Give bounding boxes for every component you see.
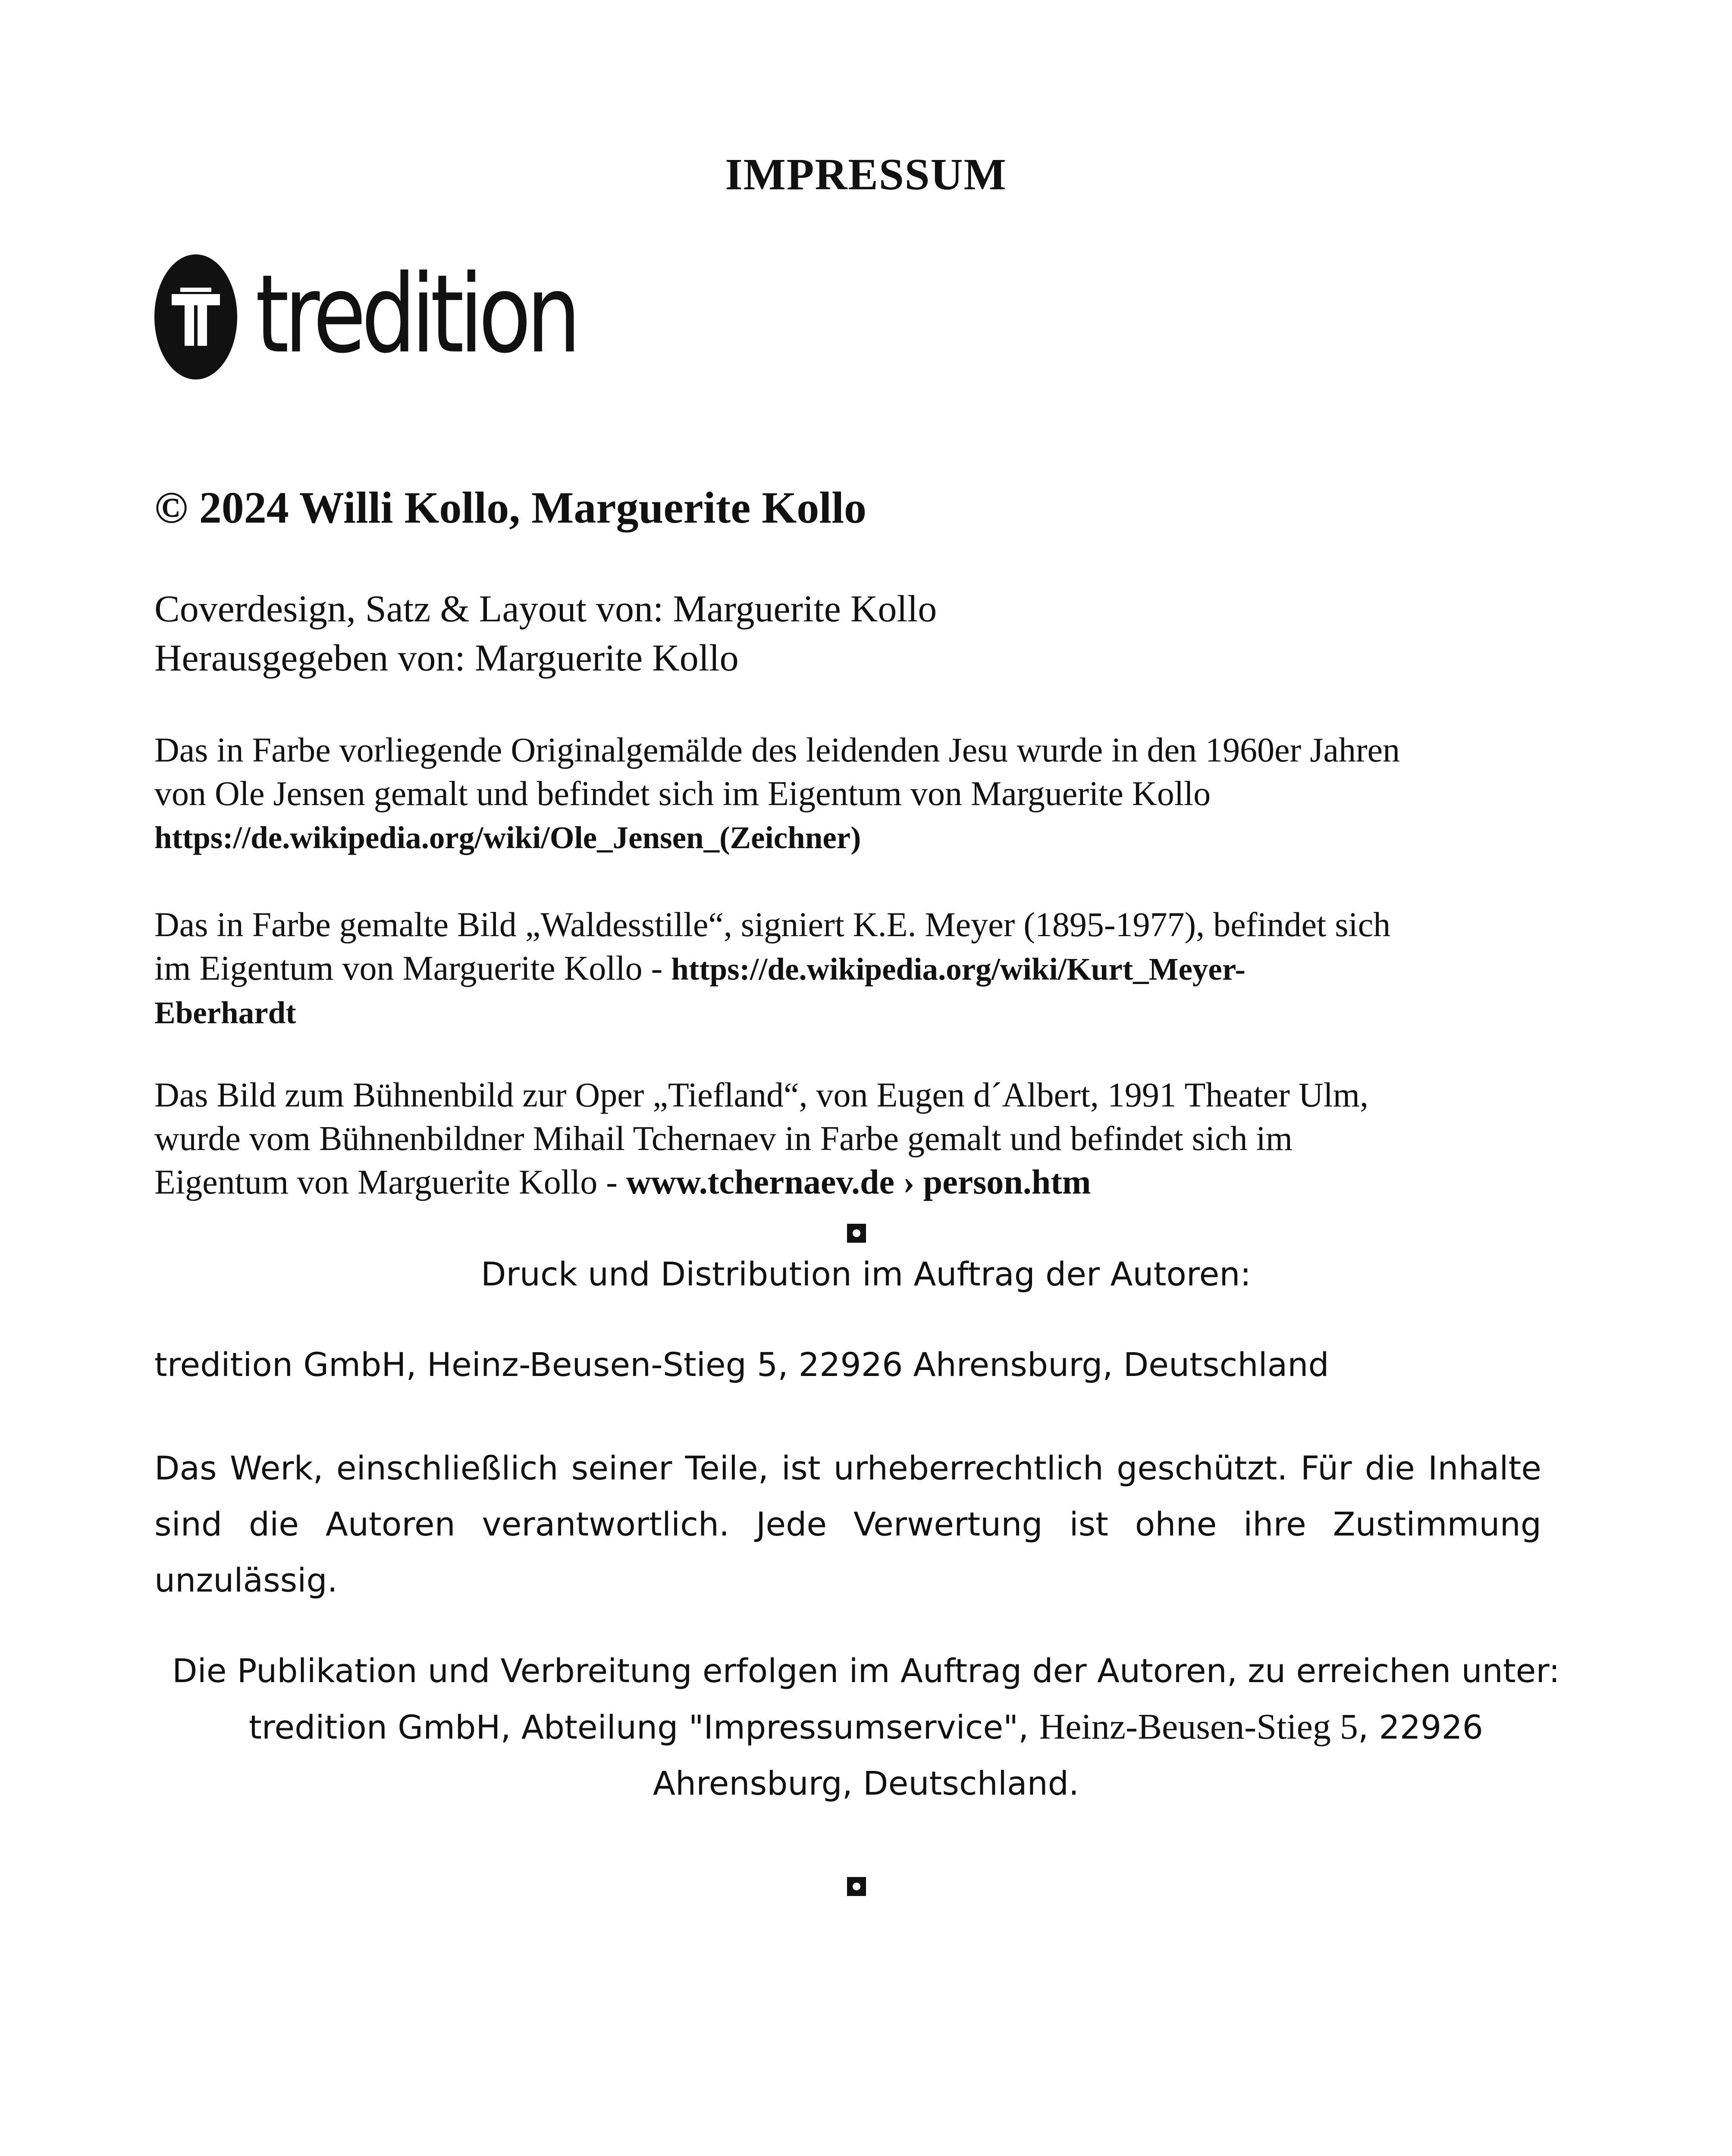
note-tiefland (154, 1074, 1578, 1204)
note-text: im Eigentum von Marguerite Kollo - (154, 950, 671, 987)
publisher-logo (154, 252, 656, 382)
rights-text: Das Werk, einschließlich seiner Teile, ist urheberrechtlich geschützt. Für die Inhalte (154, 1449, 1541, 1487)
note-text: Das Bild zum Bühnenbild zur Oper „Tiefland“, von Eugen d´Albert, 1991 Theater Ulm, (154, 1076, 1368, 1114)
rights-text: unzulässig. (154, 1561, 338, 1599)
publication-text: Ahrensburg, Deutschland. (653, 1764, 1079, 1802)
rights-text: sind die Autoren verantwortlich. Jede Verwertung ist ohne ihre Zustimmung (154, 1505, 1541, 1543)
note-text: Eigentum von Marguerite Kollo - (154, 1163, 626, 1201)
note-text: Das in Farbe gemalte Bild „Waldesstille“, signiert K.E. Meyer (1895-1977), befindet sich (154, 906, 1391, 944)
publication-text: tredition GmbH, Abteilung "Impressumservice", (248, 1708, 1039, 1746)
tchernaev-link[interactable]: www.tchernaev.de › person.htm (626, 1163, 1091, 1201)
publication-notice (0, 1643, 1732, 1811)
tredition-logo-icon (154, 254, 237, 379)
note-text: von Ole Jensen gemalt und befindet sich im Eigentum von Marguerite Kollo (154, 775, 1211, 813)
print-heading: Druck und Distribution im Auftrag der Autoren: (480, 1255, 1252, 1293)
square-dot-icon (847, 1224, 866, 1243)
page-title: IMPRESSUM (725, 150, 1007, 199)
editor-credit: Herausgegeben von: Marguerite Kollo (154, 637, 739, 679)
publication-street: Heinz-Beusen-Stieg 5 (1039, 1707, 1358, 1747)
note-jesus-painting (154, 729, 1578, 859)
copyright-line: © 2024 Willi Kollo, Marguerite Kollo (154, 483, 867, 533)
publication-text: , 22926 (1358, 1708, 1484, 1746)
wikipedia-link-kurt-meyer-cont[interactable]: Eberhardt (154, 995, 296, 1030)
wikipedia-link-kurt-meyer[interactable]: https://de.wikipedia.org/wiki/Kurt_Meyer- (671, 952, 1246, 987)
note-text: Das in Farbe vorliegende Originalgemälde des leidenden Jesu wurde in den 1960er Jahren (154, 731, 1400, 769)
publisher-address: tredition GmbH, Heinz-Beusen-Stieg 5, 22926 Ahrensburg, Deutschland (154, 1345, 1329, 1384)
square-dot-icon (847, 1877, 866, 1896)
cover-credit: Coverdesign, Satz & Layout von: Marguerite Kollo (154, 588, 937, 630)
note-waldesstille (154, 903, 1578, 1034)
logo-wordmark: tredition (255, 251, 577, 377)
wikipedia-link-ole-jensen[interactable]: https://de.wikipedia.org/wiki/Ole_Jensen_(Zeichner) (154, 820, 861, 855)
rights-notice (154, 1440, 1541, 1608)
publication-text: Die Publikation und Verbreitung erfolgen im Auftrag der Autoren, zu erreichen unter: (172, 1651, 1560, 1690)
note-text: wurde vom Bühnenbildner Mihail Tchernaev in Farbe gemalt und befindet sich im (154, 1120, 1293, 1158)
